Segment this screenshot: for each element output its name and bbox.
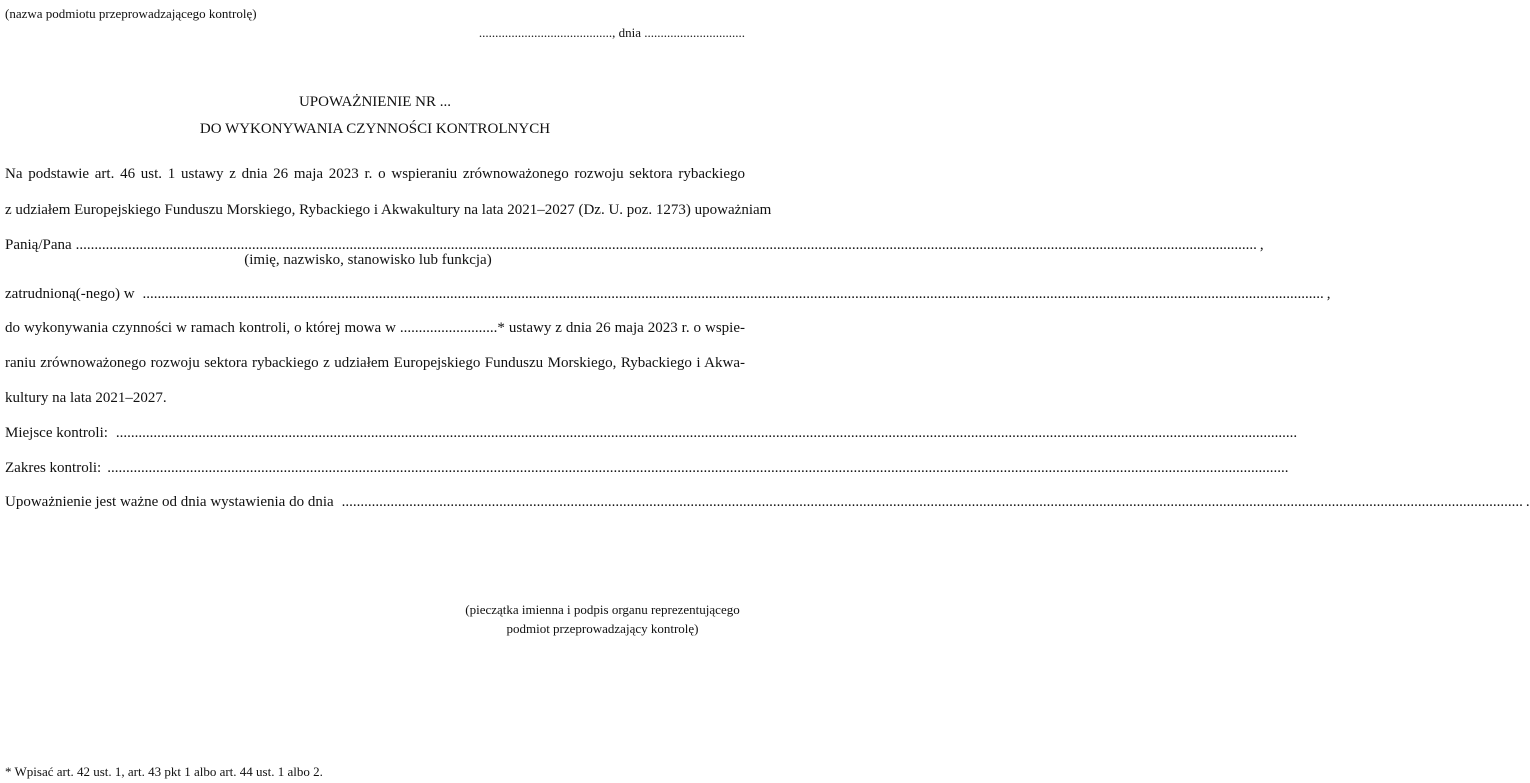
place-of-control-label: Miejsce kontroli: xyxy=(5,425,108,441)
footnote: * Wpisać art. 42 ust. 1, art. 43 pkt 1 albo art. 44 ust. 1 albo 2. xyxy=(5,764,323,779)
person-end: , xyxy=(1259,237,1264,253)
document-title-line1: UPOWAŻNIENIE NR ... xyxy=(298,94,452,110)
place-of-control-blank: ........................................................................................................................................................................................................................................................................................................................... xyxy=(115,425,1298,441)
place-date-line xyxy=(479,25,745,41)
signature-caption-line1: (pieczątka imienna i podpis organu reprezentującego xyxy=(465,602,740,617)
validity-field xyxy=(5,494,1530,511)
employed-end: , xyxy=(1326,286,1331,302)
employed-blank: ........................................................................................................................................................................................................................................................................................................................... xyxy=(142,286,1324,302)
paragraph-2-line-1-end: * ustawy z dnia 26 maja 2023 r. o wspie- xyxy=(497,320,745,336)
validity-label: Upoważnienie jest ważne od dnia wystawienia do dnia xyxy=(5,494,334,510)
paragraph-1-line-1: Na podstawie art. 46 ust. 1 ustawy z dnia 26 maja 2023 r. o wspieraniu zrównoważonego rozwoju sektora rybackiego xyxy=(5,166,745,182)
date-blank: ............................... xyxy=(644,25,745,40)
person-blank: ........................................................................................................................................................................................................................................................................................................................... xyxy=(75,237,1257,253)
paragraph-2-line-1 xyxy=(5,320,745,337)
date-label: , dnia xyxy=(612,25,641,40)
document-title-line2: DO WYKONYWANIA CZYNNOŚCI KONTROLNYCH xyxy=(199,121,551,137)
paragraph-2-line-1-start: do wykonywania czynności w ramach kontroli, o której mowa w xyxy=(5,320,396,336)
scope-of-control-field xyxy=(5,460,1289,477)
place-blank: ......................................... xyxy=(478,25,613,40)
paragraph-1-line-2: z udziałem Europejskiego Funduszu Morskiego, Rybackiego i Akwakultury na lata 2021–2027 (Dz. U. poz. 1273) upoważniam xyxy=(5,202,772,218)
employed-label: zatrudnioną(-nego) w xyxy=(5,286,135,302)
paragraph-2-line-3: kultury na lata 2021–2027. xyxy=(5,390,167,406)
validity-end: . xyxy=(1525,494,1530,510)
scope-of-control-blank: ........................................................................................................................................................................................................................................................................................................................... xyxy=(107,460,1289,476)
signature-caption-line2: podmiot przeprowadzający kontrolę) xyxy=(506,621,699,636)
person-label: Panią/Pana xyxy=(5,237,72,253)
place-of-control-field xyxy=(5,425,1298,442)
entity-name-label: (nazwa podmiotu przeprowadzającego kontrolę) xyxy=(5,6,257,21)
employed-field xyxy=(5,286,1331,303)
validity-blank: ........................................................................................................................................................................................................................................................................................................................... xyxy=(341,494,1523,510)
scope-of-control-label: Zakres kontroli: xyxy=(5,460,102,476)
article-blank: .......................... xyxy=(399,320,498,336)
paragraph-2-line-2: raniu zrównoważonego rozwoju sektora rybackiego z udziałem Europejskiego Funduszu Morskiego, Rybackiego i Akwa- xyxy=(5,355,745,371)
person-caption: (imię, nazwisko, stanowisko lub funkcja) xyxy=(244,252,492,268)
